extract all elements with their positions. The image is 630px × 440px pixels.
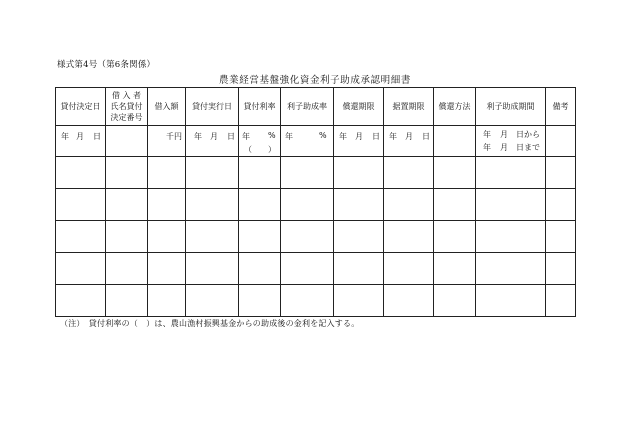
- table-cell[interactable]: [281, 253, 334, 285]
- footnote: （注） 貸付利率の（ ）は、農山漁村振興基金からの助成後の金利を記入する。: [60, 319, 360, 328]
- day-label: 日: [93, 132, 101, 141]
- table-cell[interactable]: [476, 221, 546, 253]
- month-label: 月: [355, 132, 363, 141]
- table-cell[interactable]: [239, 221, 281, 253]
- cell-remarks[interactable]: [546, 126, 576, 157]
- month-label: 月: [500, 130, 508, 139]
- cell-subsidy-period[interactable]: [476, 126, 546, 157]
- table-cell[interactable]: [476, 189, 546, 221]
- table-cell[interactable]: [384, 285, 434, 317]
- year-label: 年: [194, 132, 202, 141]
- table-row: [56, 189, 576, 221]
- table-cell[interactable]: [281, 221, 334, 253]
- day-label: 日: [372, 132, 380, 141]
- table-cell[interactable]: [239, 253, 281, 285]
- table-cell[interactable]: [148, 189, 186, 221]
- table-cell[interactable]: [106, 157, 148, 189]
- day-label: 日: [422, 132, 430, 141]
- header-subsidy-period: 利子助成期間: [476, 88, 546, 126]
- form-number: 様式第4号（第6条関係）: [57, 60, 156, 70]
- table-cell[interactable]: [148, 285, 186, 317]
- day-label: 日: [227, 132, 235, 141]
- month-label: 月: [405, 132, 413, 141]
- table-row: [56, 253, 576, 285]
- table-cell[interactable]: [546, 189, 576, 221]
- table-cell[interactable]: [334, 189, 384, 221]
- table-cell[interactable]: [239, 285, 281, 317]
- header-grace-deadline: 据置期限: [384, 88, 434, 126]
- table-cell[interactable]: [476, 285, 546, 317]
- table-cell[interactable]: [186, 285, 239, 317]
- from-label: 日から: [516, 130, 540, 139]
- table-cell[interactable]: [106, 285, 148, 317]
- table-cell[interactable]: [434, 285, 476, 317]
- table-cell[interactable]: [334, 157, 384, 189]
- table-cell[interactable]: [148, 157, 186, 189]
- table-cell[interactable]: [546, 285, 576, 317]
- table-cell[interactable]: [476, 253, 546, 285]
- cell-decision-date[interactable]: [56, 126, 106, 157]
- cell-borrower[interactable]: [106, 126, 148, 157]
- header-repay-method: 償還方法: [434, 88, 476, 126]
- table-cell[interactable]: [334, 253, 384, 285]
- cell-loan-rate[interactable]: [239, 126, 281, 157]
- table-cell[interactable]: [546, 253, 576, 285]
- table-cell[interactable]: [546, 221, 576, 253]
- table-cell[interactable]: [239, 189, 281, 221]
- table-cell[interactable]: [186, 221, 239, 253]
- table-cell[interactable]: [384, 189, 434, 221]
- table-cell[interactable]: [434, 253, 476, 285]
- cell-repay-deadline[interactable]: [334, 126, 384, 157]
- table-cell[interactable]: [186, 157, 239, 189]
- table-row: [56, 157, 576, 189]
- table-row: [56, 285, 576, 317]
- year-label: 年: [389, 132, 397, 141]
- year-label: 年: [339, 132, 347, 141]
- table-cell[interactable]: [56, 189, 106, 221]
- cell-repay-method[interactable]: [434, 126, 476, 157]
- table-cell[interactable]: [56, 221, 106, 253]
- document-title: 農業経営基盤強化資金利子助成承認明細書: [219, 75, 411, 86]
- table-cell[interactable]: [384, 157, 434, 189]
- table-cell[interactable]: [281, 157, 334, 189]
- table-cell[interactable]: [546, 157, 576, 189]
- table-cell[interactable]: [148, 221, 186, 253]
- header-row: [56, 88, 576, 126]
- table-cell[interactable]: [384, 253, 434, 285]
- percent-label: %: [268, 131, 276, 140]
- table-cell[interactable]: [56, 253, 106, 285]
- to-label: 日まで: [516, 143, 540, 152]
- cell-subsidy-rate[interactable]: [281, 126, 334, 157]
- table-cell[interactable]: [476, 157, 546, 189]
- subsidized-rate-parens: （ ）: [244, 145, 276, 154]
- amount-unit-label: 千円: [166, 132, 182, 141]
- header-amount: 借入額: [148, 88, 186, 126]
- header-loan-rate: 貸付利率: [239, 88, 281, 126]
- table-cell[interactable]: [384, 221, 434, 253]
- table-cell[interactable]: [148, 253, 186, 285]
- header-borrower: 借 入 者 氏名貸付 決定番号: [106, 88, 148, 126]
- table-row: [56, 126, 576, 157]
- table-cell[interactable]: [434, 189, 476, 221]
- percent-label: %: [319, 131, 327, 140]
- table-cell[interactable]: [56, 157, 106, 189]
- month-label: 月: [210, 132, 218, 141]
- table-cell[interactable]: [56, 285, 106, 317]
- month-label: 月: [76, 132, 84, 141]
- table-cell[interactable]: [281, 189, 334, 221]
- subsidy-detail-table: [55, 87, 576, 317]
- table-cell[interactable]: [434, 221, 476, 253]
- year-label: 年: [242, 132, 250, 141]
- year-label: 年: [483, 143, 491, 152]
- table-cell[interactable]: [106, 221, 148, 253]
- year-label: 年: [483, 130, 491, 139]
- header-subsidy-rate: 利子助成率: [281, 88, 334, 126]
- table-cell[interactable]: [106, 189, 148, 221]
- table-cell[interactable]: [281, 285, 334, 317]
- cell-exec-date[interactable]: [186, 126, 239, 157]
- table-row: [56, 221, 576, 253]
- table-cell[interactable]: [239, 157, 281, 189]
- cell-grace-deadline[interactable]: [384, 126, 434, 157]
- year-label: 年: [61, 132, 69, 141]
- table-cell[interactable]: [186, 189, 239, 221]
- header-remarks: 備考: [546, 88, 576, 126]
- year-label: 年: [285, 132, 293, 141]
- header-decision-date: 貸付決定日: [56, 88, 106, 126]
- table-cell[interactable]: [334, 285, 384, 317]
- table-cell[interactable]: [334, 221, 384, 253]
- table-cell[interactable]: [434, 157, 476, 189]
- month-label: 月: [500, 143, 508, 152]
- table-cell[interactable]: [106, 253, 148, 285]
- header-repay-deadline: 償還期限: [334, 88, 384, 126]
- header-exec-date: 貸付実行日: [186, 88, 239, 126]
- table-cell[interactable]: [186, 253, 239, 285]
- cell-amount[interactable]: [148, 126, 186, 157]
